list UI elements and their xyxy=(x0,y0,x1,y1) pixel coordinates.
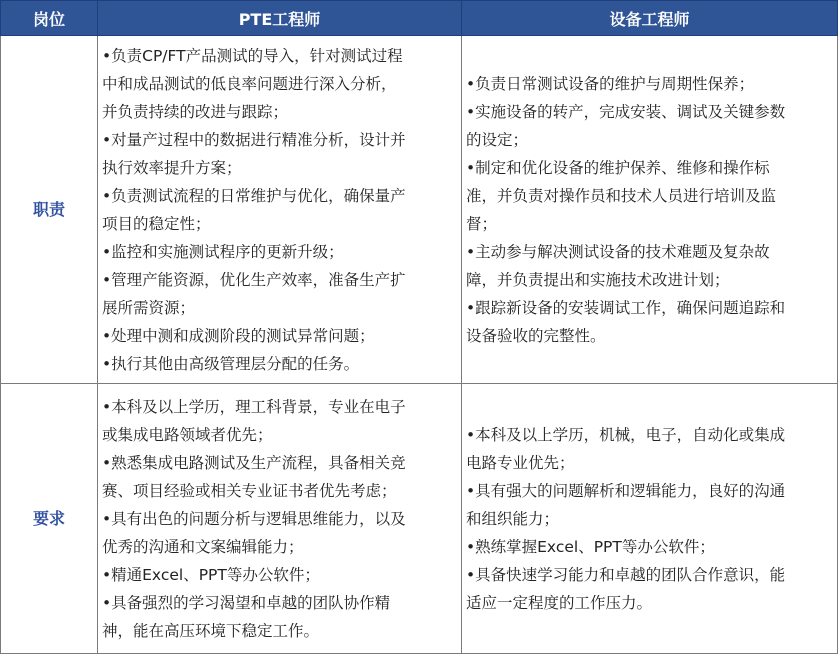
pte-duty-line: 展所需资源； xyxy=(102,298,196,317)
equipment-requirement-line: 适应一定程度的工作压力。 xyxy=(466,593,653,612)
equipment-duty-line: 准，并负责对操作员和技术人员进行培训及监 xyxy=(466,186,777,205)
requirements-row xyxy=(1,384,838,654)
pte-requirement-line: •具有出色的问题分析与逻辑思维能力，以及 xyxy=(102,509,406,528)
row-label-responsibilities: 职责 xyxy=(1,36,98,384)
equipment-requirement-line: 和组织能力； xyxy=(466,509,560,528)
pte-requirement-line: 赛、项目经验或相关专业证书者优先考虑； xyxy=(102,481,397,500)
pte-duty-line: •处理中测和成测阶段的测试异常问题； xyxy=(102,326,375,345)
row-label-requirements: 要求 xyxy=(1,384,98,654)
equipment-requirement-line: •本科及以上学历，机械，电子，自动化或集成 xyxy=(466,425,786,444)
pte-duty-line: 执行效率提升方案； xyxy=(102,158,242,177)
equipment-requirements-cell xyxy=(462,384,838,654)
pte-requirement-line: •精通Excel、PPT等办公软件； xyxy=(102,565,320,584)
equipment-duty-line: •制定和优化设备的维护保养、维修和操作标 xyxy=(466,158,770,177)
pte-duty-line: •执行其他由高级管理层分配的任务。 xyxy=(102,354,360,373)
pte-duty-line: •负责CP/FT产品测试的导入，针对测试过程 xyxy=(102,46,403,65)
pte-requirement-line: 或集成电路领域者优先； xyxy=(102,425,273,444)
pte-duty-line: •监控和实施测试程序的更新升级； xyxy=(102,242,344,261)
pte-duty-line: 项目的稳定性； xyxy=(102,214,211,233)
equipment-requirement-line: 电路专业优先； xyxy=(466,453,575,472)
equipment-duty-line: •主动参与解决测试设备的技术难题及复杂故 xyxy=(466,242,770,261)
header-equipment-engineer: 设备工程师 xyxy=(462,1,838,36)
equipment-duty-line: 的设定； xyxy=(466,130,529,149)
equipment-duty-line: 设备验收的完整性。 xyxy=(466,326,606,345)
pte-requirement-line: •具备强烈的学习渴望和卓越的团队协作精 xyxy=(102,593,391,612)
header-position: 岗位 xyxy=(1,1,98,36)
pte-requirement-line: 神，能在高压环境下稳定工作。 xyxy=(102,621,320,640)
equipment-duty-line: •跟踪新设备的安装调试工作，确保问题追踪和 xyxy=(466,298,786,317)
pte-duty-line: 并负责持续的改进与跟踪； xyxy=(102,102,289,121)
pte-requirement-line: 优秀的沟通和文案编辑能力； xyxy=(102,537,304,556)
equipment-requirement-line: •具备快速学习能力和卓越的团队合作意识，能 xyxy=(466,565,786,584)
pte-duty-line: •管理产能资源，优化生产效率，准备生产扩 xyxy=(102,270,406,289)
equipment-duty-line: 督； xyxy=(466,214,498,233)
equipment-requirement-line: •熟练掌握Excel、PPT等办公软件； xyxy=(466,537,715,556)
pte-requirement-line: •熟悉集成电路测试及生产流程，具备相关竞 xyxy=(102,453,406,472)
equipment-duty-line: 障，并负责提出和实施技术改进计划； xyxy=(466,270,730,289)
responsibilities-row xyxy=(1,36,838,384)
pte-responsibilities-cell xyxy=(98,36,462,384)
pte-duty-line: •负责测试流程的日常维护与优化，确保量产 xyxy=(102,186,406,205)
header-pte-engineer: PTE工程师 xyxy=(98,1,462,36)
equipment-requirement-line: •具有强大的问题解析和逻辑能力，良好的沟通 xyxy=(466,481,786,500)
pte-duty-line: 中和成品测试的低良率问题进行深入分析， xyxy=(102,74,397,93)
equipment-responsibilities-cell xyxy=(462,36,838,384)
header-row xyxy=(1,1,838,36)
pte-duty-line: •对量产过程中的数据进行精准分析，设计并 xyxy=(102,130,406,149)
equipment-duty-line: •负责日常测试设备的维护与周期性保养； xyxy=(466,74,755,93)
equipment-duty-line: •实施设备的转产，完成安装、调试及关键参数 xyxy=(466,102,786,121)
pte-requirement-line: •本科及以上学历，理工科背景，专业在电子 xyxy=(102,397,406,416)
pte-requirements-cell xyxy=(98,384,462,654)
